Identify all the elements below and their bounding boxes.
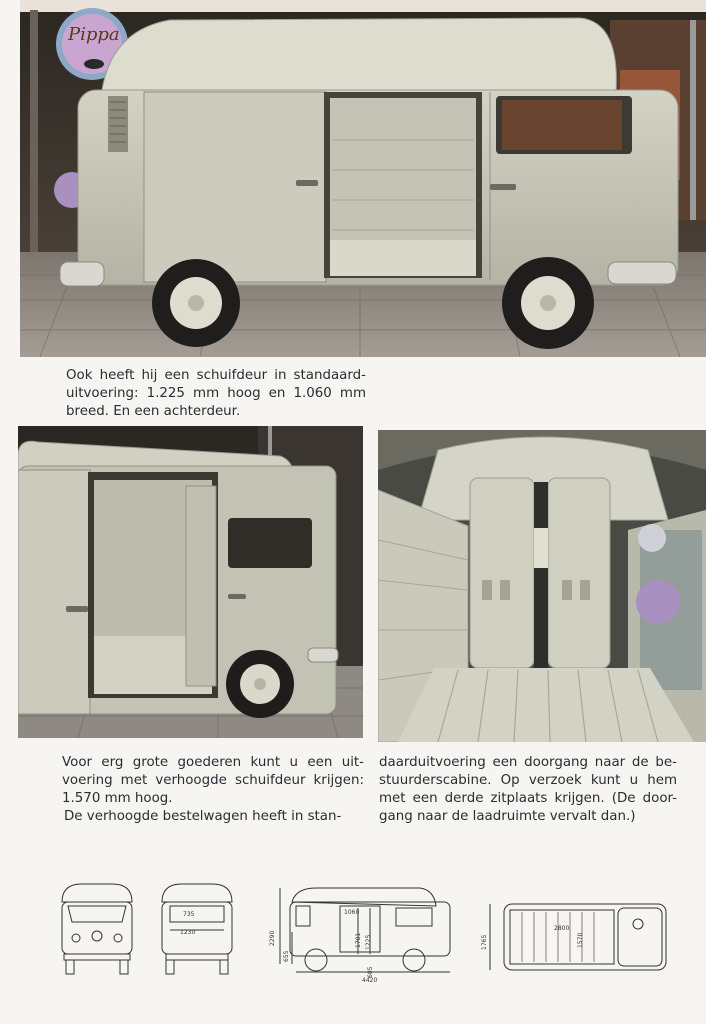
caption-left-p2: De verhoogde bestelwagen heeft in stan- [64,809,342,824]
caption-top [66,367,366,421]
side-total-height-label: 2290 [269,930,276,946]
rear-height-label: 735 [183,911,195,918]
side-lower-label: 605 [367,966,374,978]
right-interior-photo [378,430,706,742]
caption-right [379,754,677,826]
technical-drawings [40,872,680,992]
caption-top-text: Ook heeft hij een schuifdeur in standaard-uitvoering: 1.225 mm hoog en 1.060 mm breed. En een achterdeur. [66,368,366,419]
rear-view-drawing [162,884,232,974]
top-overall-width-label: 1765 [481,934,488,950]
left-van-photo [18,426,363,738]
caption-left-p1: Voor erg grote goederen kunt u een uit-voering met verhoogde schuifdeur krijgen: 1.570 mm hoog. [62,755,364,806]
top-van-photo [20,0,706,357]
top-length-label: 2800 [554,925,570,932]
side-view-drawing [280,888,450,972]
caption-right-p1: daarduitvoering een doorgang naar de be-stuurderscabine. Op verzoek kunt u hem met een derde zitplaats krijgen. (De door-gang naar de laadruimte vervalt dan.) [379,755,677,824]
side-door-height-label: 1225 [365,934,372,950]
caption-left [62,754,364,826]
side-door-width-label: 1060 [344,909,360,916]
side-length-label: 4420 [362,977,378,984]
top-width-label: 1570 [577,932,584,948]
side-interior-height-label: 1781 [355,932,362,948]
side-floor-height-label: 655 [283,950,290,962]
front-view-drawing [62,884,132,974]
rear-width-label: 1230 [180,929,196,936]
top-sign-text: Pippa [68,24,120,45]
